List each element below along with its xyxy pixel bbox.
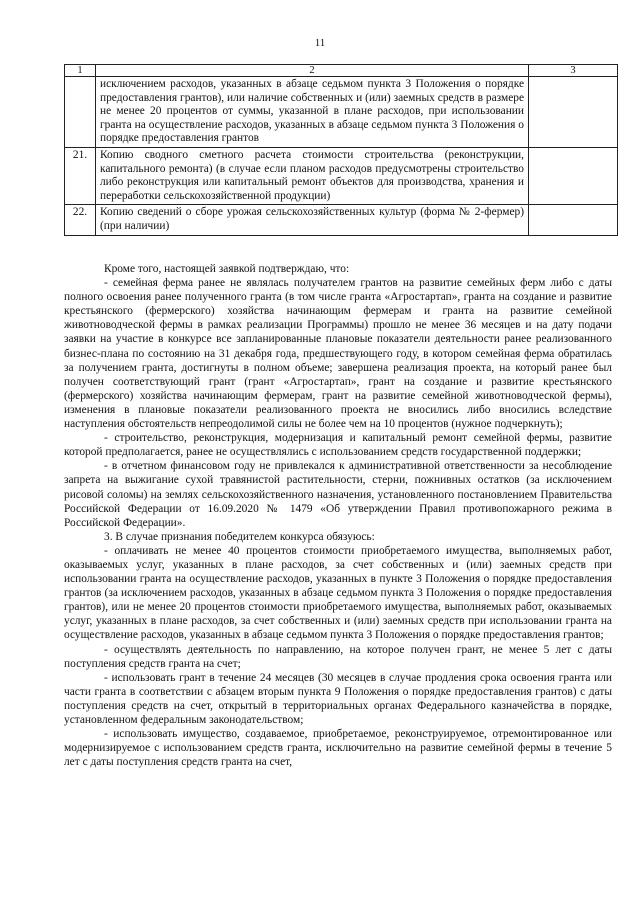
- row-number: 22.: [65, 205, 96, 235]
- paragraph: - использовать грант в течение 24 месяцев (30 месяцев в случае продления срока освоения гранта или части гранта в соответствии с абзацем вторым пункта 9 Положения о порядке предоставления грантов) с даты поступления средств на счет, открытый в территориальных органах Федерального казначейства в порядке, установленном федеральным законодательством;: [64, 671, 612, 726]
- table-header-row: [65, 65, 618, 77]
- paragraph: - семейная ферма ранее не являлась получателем грантов на развитие семейных ферм либо с даты полного освоения ранее полученного гранта (в том числе гранта «Агростартап», гранта на создание и развитие крестьянского (фермерского) хозяйства начинающим фермерам и гранта на развитие семейной животноводческой фермы в рамках реализации Программы) прошло не менее 36 месяцев и на дату подачи заявки на участие в конкурсе все запланированные плановые показатели деятельности ранее реализованного бизнес-плана по состоянию на 31 декабря года, предшествующего году, в котором семейная ферма обратилась за получением гранта, достигнуты в полном объеме; завершена реализация проекта, на который ранее был получен соответствующий грант (грант «Агростартап», грант на создание и развитие крестьянского (фермерского) хозяйства начинающим фермерам, грант на развитие семейной животноводческой фермы), изменения в плановые показатели реализованного проекта не вносились либо вносились вследствие наступления обстоятельств непреодолимой силы не более чем на 10 процентов (нужное подчеркнуть);: [64, 277, 612, 431]
- row-number: [65, 77, 96, 148]
- row-text: Копию сводного сметного расчета стоимости строительства (реконструкции, капитального ремонта) (в случае если планом расходов предусмотрены строительство либо реконструкция или капитальный ремонт объектов для производства, хранения и переработки сельскохозяйственной продукции): [96, 147, 529, 204]
- table-header-cell: 3: [529, 65, 618, 77]
- table-row: [65, 77, 618, 148]
- requirements-table: [64, 64, 618, 236]
- paragraph: Кроме того, настоящей заявкой подтверждаю, что:: [104, 263, 350, 275]
- paragraph: 3. В случае признания победителем конкурса обязуюсь:: [104, 530, 375, 543]
- paragraph: - оплачивать не менее 40 процентов стоимости приобретаемого имущества, выполняемых работ, оказываемых услуг, указанных в плане расходов, за счет собственных и (или) заемных средств при использовании гранта на осуществление расходов, указанных в пункте 3 Положения о порядке предоставления грантов (за исключением расходов, указанных в абзаце седьмом пункта 3 Положения о порядке предоставления грантов), или не менее 20 процентов стоимости приобретаемого имущества, выполняемых работ, оказываемых услуг, указанных в плане расходов, за счет собственных и (или) заемных средств при использовании гранта на осуществление расходов, указанных в абзаце седьмом пункта 3 Положения о порядке предоставления грантов;: [64, 544, 612, 642]
- paragraph: - строительство, реконструкция, модернизация и капитальный ремонт семейной фермы, развитие которой предполагается, ранее не осуществлялись с использованием средств государственной поддержки;: [64, 432, 612, 459]
- paragraph: - в отчетном финансовом году не привлекался к административной ответственности за несоблюдение запрета на выжигание сухой травянистой растительности, стерни, пожнивных остатков (за исключением рисовой соломы) на землях сельскохозяйственного назначения, установленного постановлением Правительства Российской Федерации от 16.09.2020 № 1479 «Об утверждении Правил противопожарного режима в Российской Федерации».: [64, 460, 612, 529]
- table-row: [65, 147, 618, 204]
- paragraph: - использовать имущество, создаваемое, приобретаемое, реконструируемое, отремонтированное или модернизируемое с использованием средств гранта, исключительно на развитие семейной фермы в течение 5 лет с даты поступления средств гранта на счет,: [64, 728, 612, 769]
- row-extra: [529, 205, 618, 235]
- row-extra: [529, 77, 618, 148]
- table-row: [65, 205, 618, 235]
- row-text: Копию сведений о сборе урожая сельскохозяйственных культур (форма № 2-фермер) (при наличии): [96, 205, 529, 235]
- row-extra: [529, 147, 618, 204]
- table-header-cell: 2: [96, 65, 529, 77]
- body-text: [64, 262, 612, 769]
- paragraph: - осуществлять деятельность по направлению, на которое получен грант, не менее 5 лет с даты поступления средств гранта на счет;: [64, 643, 612, 670]
- page-number: 11: [314, 37, 326, 49]
- row-text: исключением расходов, указанных в абзаце седьмом пункта 3 Положения о порядке предоставления грантов), или наличие собственных и (или) заемных средств в размере не менее 20 процентов от суммы, указанной в плане расходов, при использовании гранта на осуществление расходов, указанных в абзаце седьмом пункта 3 Положения о порядке предоставления грантов: [96, 77, 529, 148]
- table-header-cell: 1: [65, 65, 96, 77]
- row-number: 21.: [65, 147, 96, 204]
